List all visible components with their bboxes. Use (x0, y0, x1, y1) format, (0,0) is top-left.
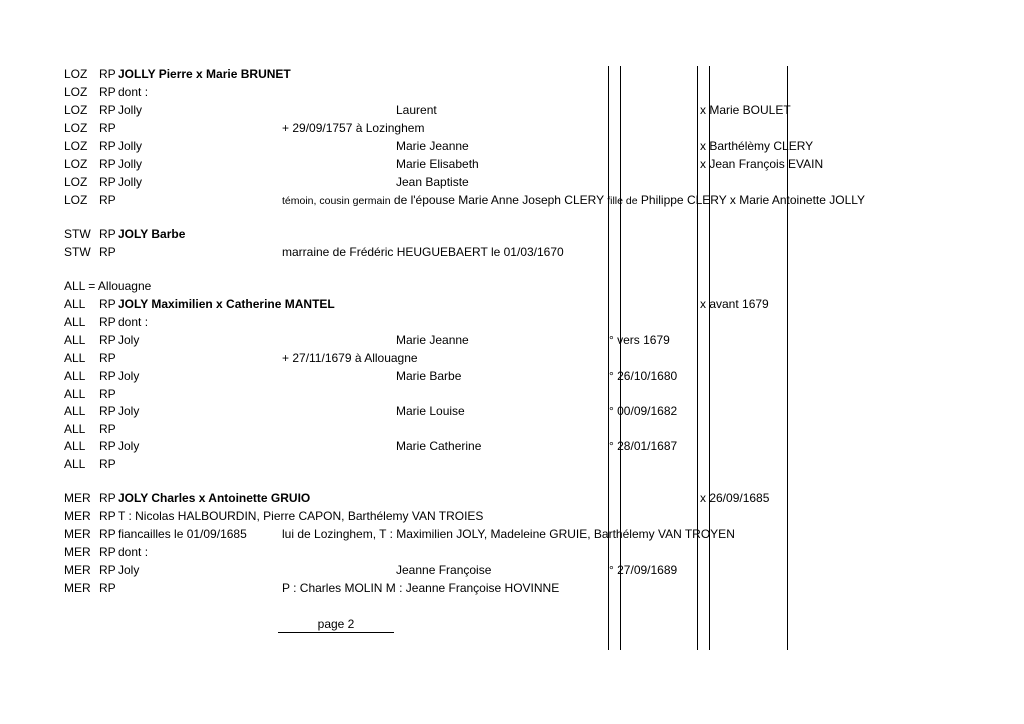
register-type: RP (99, 67, 116, 81)
entry-text: dont : (118, 545, 149, 559)
first-name: Marie Jeanne (396, 139, 469, 153)
record-row (0, 296, 1024, 313)
entry-text: dont : (118, 315, 149, 329)
register-type: RP (99, 245, 116, 259)
record-row (0, 226, 1024, 243)
place-code: LOZ (64, 157, 88, 171)
witness-relation: fille de (607, 195, 638, 207)
birth-date: ° 00/09/1682 (609, 404, 678, 418)
first-name: Marie Jeanne (396, 333, 469, 347)
first-name: Jean Baptiste (396, 175, 469, 189)
record-row (0, 421, 1024, 438)
register-type: RP (99, 457, 116, 471)
record-row (0, 526, 1024, 543)
witness-note (282, 192, 865, 210)
register-type: RP (99, 351, 116, 365)
record-row (0, 174, 1024, 191)
record-row (0, 332, 1024, 349)
register-type: RP (99, 581, 116, 595)
surname: Joly (118, 439, 140, 453)
legend-row (0, 278, 1024, 295)
place-code: MER (64, 563, 91, 577)
place-code: ALL (64, 457, 86, 471)
record-row (0, 490, 1024, 507)
birth-date: ° 26/10/1680 (609, 369, 678, 383)
record-row (0, 544, 1024, 561)
register-type: RP (99, 103, 116, 117)
record-row (0, 562, 1024, 579)
witness-role: témoin, cousin germain (282, 195, 391, 207)
witness-parents: Philippe CLERY x Marie Antoinette JOLLY (637, 193, 866, 207)
place-code: MER (64, 581, 91, 595)
register-type: RP (99, 227, 116, 241)
register-type: RP (99, 527, 116, 541)
register-type: RP (99, 193, 116, 207)
surname: Jolly (118, 175, 143, 189)
surname: Jolly (118, 157, 143, 171)
place-code: ALL (64, 351, 86, 365)
witness-list: T : Nicolas HALBOURDIN, Pierre CAPON, Barthélemy VAN TROIES (118, 509, 484, 523)
record-row (0, 156, 1024, 173)
record-row (0, 138, 1024, 155)
family-heading: JOLY Maximilien x Catherine MANTEL (118, 297, 335, 311)
record-row (0, 580, 1024, 597)
record-row (0, 368, 1024, 385)
place-code: STW (64, 245, 91, 259)
marriage-info: x Marie BOULET (700, 103, 791, 117)
place-code: ALL (64, 369, 86, 383)
register-type: RP (99, 85, 116, 99)
family-heading: JOLLY Pierre x Marie BRUNET (118, 67, 291, 81)
register-type: RP (99, 139, 116, 153)
place-code: LOZ (64, 121, 88, 135)
place-code: MER (64, 509, 91, 523)
place-code: LOZ (64, 85, 88, 99)
record-row (0, 350, 1024, 367)
record-row (0, 314, 1024, 331)
place-code: ALL (64, 315, 86, 329)
register-type: RP (99, 491, 116, 505)
family-heading: JOLY Barbe (118, 227, 186, 241)
record-row (0, 386, 1024, 403)
place-code: ALL (64, 333, 86, 347)
record-row (0, 438, 1024, 455)
first-name: Marie Catherine (396, 439, 482, 453)
record-row (0, 403, 1024, 420)
register-type: RP (99, 545, 116, 559)
place-code: LOZ (64, 67, 88, 81)
register-type: RP (99, 563, 116, 577)
register-type: RP (99, 175, 116, 189)
place-code: ALL (64, 422, 86, 436)
register-type: RP (99, 404, 116, 418)
marriage-info: x avant 1679 (700, 297, 769, 311)
register-type: RP (99, 439, 116, 453)
register-type: RP (99, 387, 116, 401)
place-code: LOZ (64, 139, 88, 153)
surname: Joly (118, 404, 140, 418)
surname: Jolly (118, 103, 143, 117)
record-row (0, 84, 1024, 101)
record-row (0, 456, 1024, 473)
record-row (0, 66, 1024, 83)
register-type: RP (99, 509, 116, 523)
first-name: Laurent (396, 103, 437, 117)
place-code: MER (64, 545, 91, 559)
marriage-info: x Barthélèmy CLERY (700, 139, 814, 153)
record-row (0, 192, 1024, 209)
birth-date: ° 28/01/1687 (609, 439, 678, 453)
surname: Jolly (118, 139, 143, 153)
first-name: Marie Elisabeth (396, 157, 479, 171)
record-row (0, 244, 1024, 261)
place-legend: ALL = Allouagne (64, 279, 152, 293)
surname: Joly (118, 333, 140, 347)
record-row (0, 102, 1024, 119)
record-row (0, 120, 1024, 137)
witness-detail: de l'épouse Marie Anne Joseph CLERY (390, 193, 608, 207)
first-name: Marie Louise (396, 404, 465, 418)
register-type: RP (99, 333, 116, 347)
event-info: + 29/09/1757 à Lozinghem (282, 121, 425, 135)
event-info: + 27/11/1679 à Allouagne (282, 351, 418, 365)
record-row (0, 508, 1024, 525)
place-code: STW (64, 227, 91, 241)
place-code: ALL (64, 439, 86, 453)
marriage-info: x Jean François EVAIN (700, 157, 824, 171)
surname: Joly (118, 563, 140, 577)
place-code: MER (64, 491, 91, 505)
engagement-witnesses: lui de Lozinghem, T : Maximilien JOLY, Madeleine GRUIE, Barthélemy VAN TROYEN (282, 527, 735, 541)
register-type: RP (99, 315, 116, 329)
entry-text: dont : (118, 85, 149, 99)
surname: Joly (118, 369, 140, 383)
place-code: MER (64, 527, 91, 541)
godparents: P : Charles MOLIN M : Jeanne Françoise HOVINNE (282, 581, 560, 595)
register-type: RP (99, 121, 116, 135)
place-code: LOZ (64, 103, 88, 117)
engagement-date: fiancailles le 01/09/1685 (118, 527, 247, 541)
register-type: RP (99, 422, 116, 436)
place-code: ALL (64, 297, 86, 311)
first-name: Marie Barbe (396, 369, 462, 383)
place-code: LOZ (64, 193, 88, 207)
event-info: marraine de Frédéric HEUGUEBAERT le 01/03/1670 (282, 245, 564, 259)
place-code: ALL (64, 404, 86, 418)
marriage-info: x 26/09/1685 (700, 491, 770, 505)
birth-date: ° vers 1679 (609, 333, 670, 347)
first-name: Jeanne Françoise (396, 563, 492, 577)
family-heading: JOLY Charles x Antoinette GRUIO (118, 491, 311, 505)
birth-date: ° 27/09/1689 (609, 563, 678, 577)
place-code: ALL (64, 387, 86, 401)
page-number: page 2 (278, 617, 394, 633)
register-type: RP (99, 157, 116, 171)
place-code: LOZ (64, 175, 88, 189)
register-type: RP (99, 297, 116, 311)
register-type: RP (99, 369, 116, 383)
